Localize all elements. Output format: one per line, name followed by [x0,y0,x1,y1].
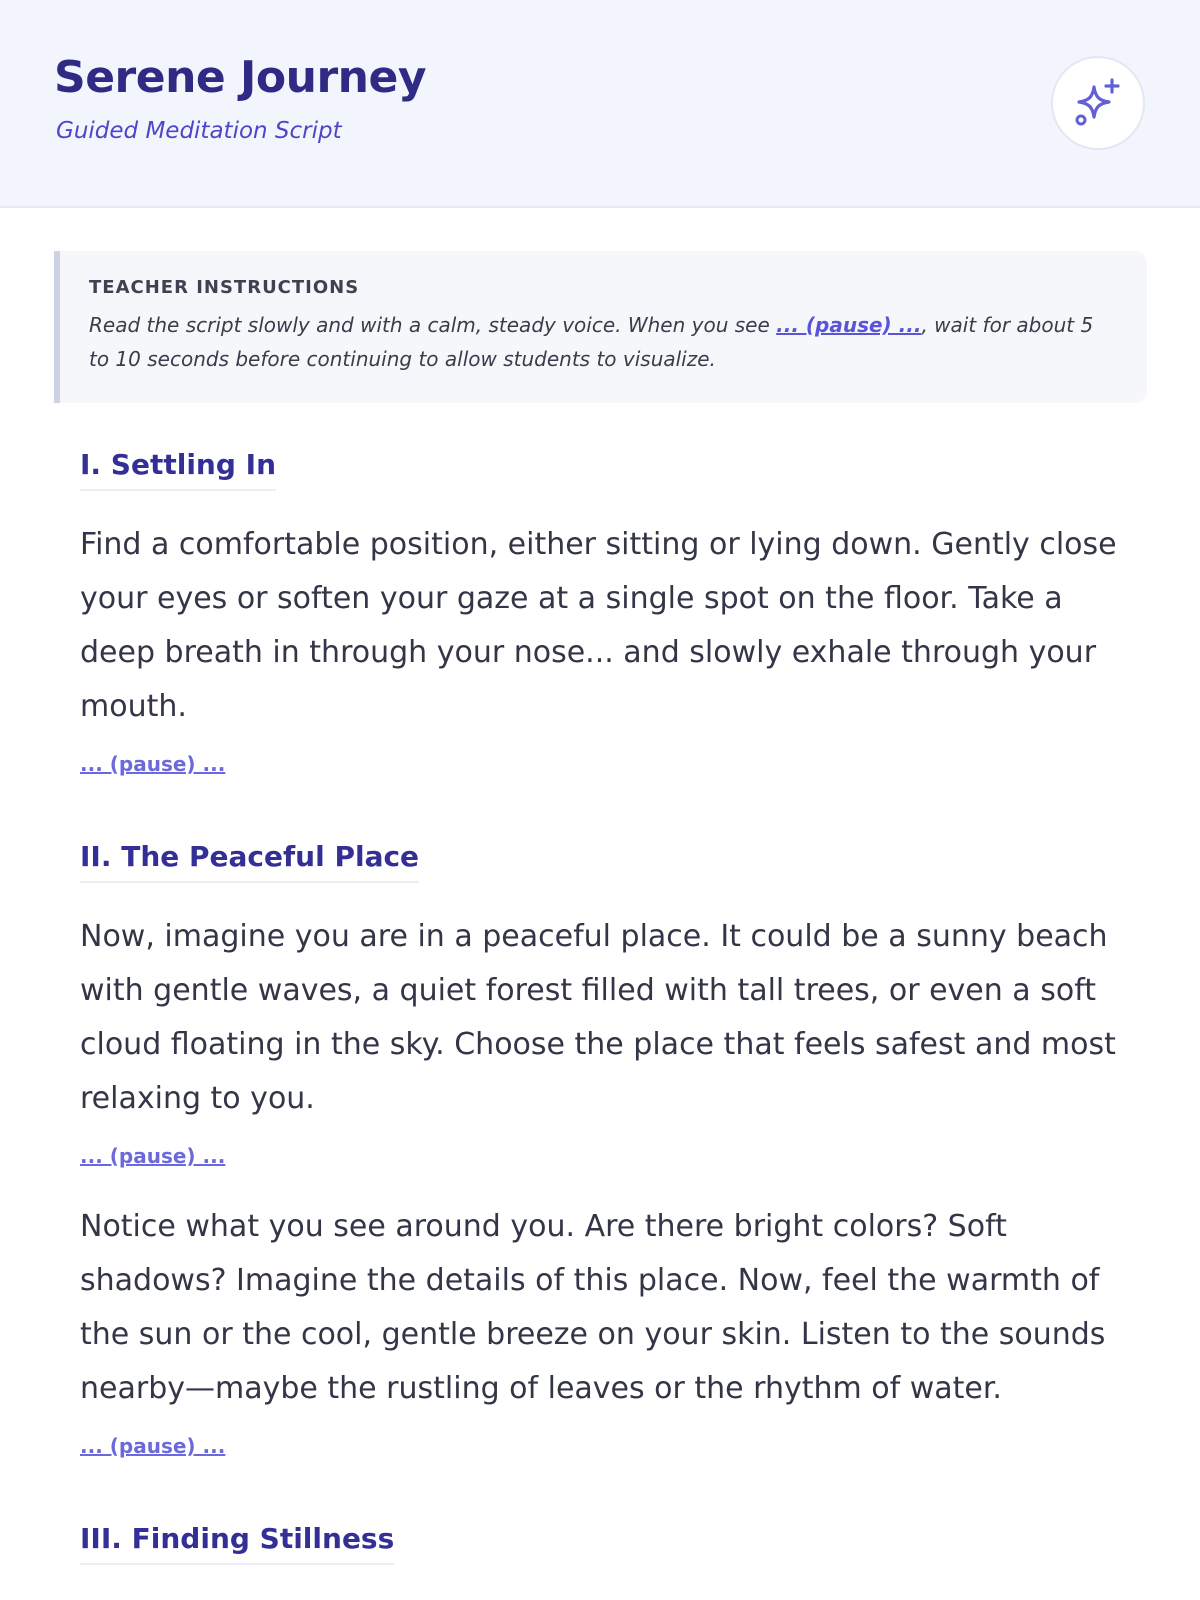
teacher-instructions [54,251,1147,403]
pause-link[interactable]: ... (pause) ... [80,1144,226,1168]
paragraph-peaceful-place-1: Now, imagine you are in a peaceful place. It could be a sunny beach with gentle waves, a quiet forest filled with tall trees, or even a soft cloud floating in the sky. Choose the place that feels safest and most relaxing to you. [80,919,1116,1116]
pause-link[interactable]: ... (pause) ... [80,752,226,776]
pause-marker-inline: ... (pause) ... [776,313,922,337]
section-title-finding-stillness: III. Finding Stillness [80,1522,394,1565]
paragraph-peaceful-place-2: Notice what you see around you. Are there bright colors? Soft shadows? Imagine the details of this place. Now, feel the warmth of the sun or the cool, gentle breeze on your skin. Listen to the sounds nearby—maybe the rustling of leaves or the rhythm of water. [80,1209,1106,1406]
page-title: Serene Journey [54,52,427,103]
page-header [0,0,1200,208]
pause-link[interactable]: ... (pause) ... [80,1434,226,1458]
sparkle-button[interactable] [1051,56,1145,150]
page-subtitle: Guided Meditation Script [56,118,342,144]
section-title-settling-in: I. Settling In [80,448,276,491]
section-title-peaceful-place: II. The Peaceful Place [80,840,419,883]
sparkles-icon [1072,77,1124,129]
instructions-label: TEACHER INSTRUCTIONS [89,277,360,298]
instructions-text [89,308,1117,376]
instructions-text-after: , wait for about 5 to 10 seconds before continuing to allow students to visualize. [89,313,1094,371]
instructions-text-before: Read the script slowly and with a calm, steady voice. When you see [89,313,777,337]
paragraph-settling-in: Find a comfortable position, either sitting or lying down. Gently close your eyes or soften your gaze at a single spot on the floor. Take a deep breath in through your nose... and slowly exhale through your mouth. [80,527,1117,724]
